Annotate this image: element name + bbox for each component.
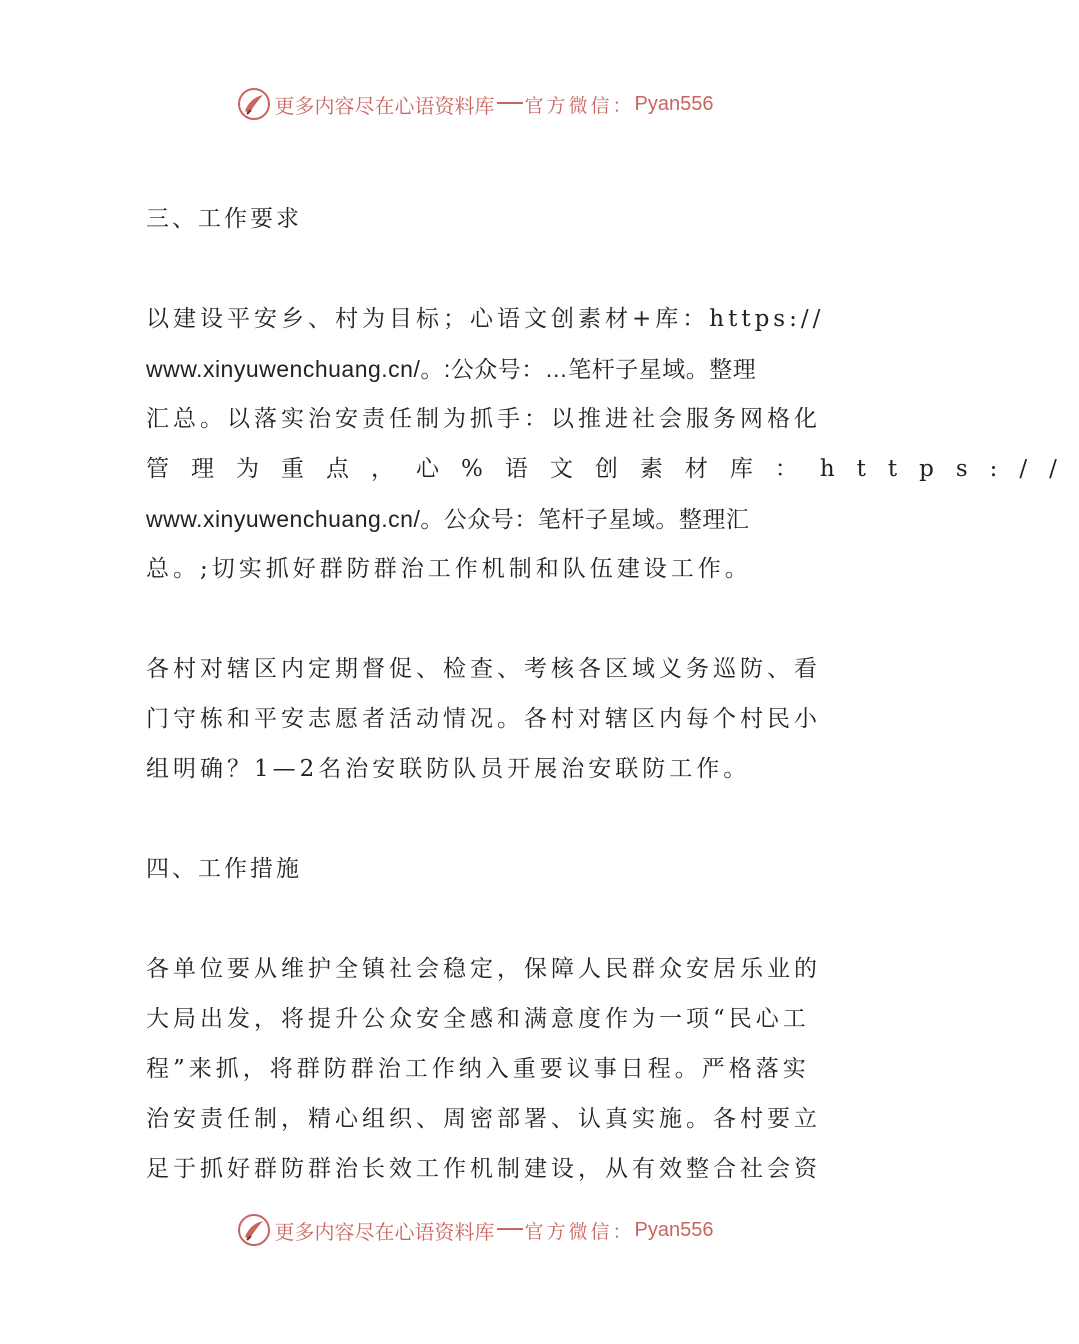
section-heading-measures: 四、工作措施 [146, 856, 302, 882]
paragraph-line: 各单位要从维护全镇社会稳定，保障人民群众安居乐业的 [146, 956, 821, 982]
paragraph-line: 足于抓好群防群治长效工作机制建设，从有效整合社会资 [146, 1156, 821, 1182]
paragraph-goals [146, 294, 1079, 594]
paragraph-village-patrol [146, 644, 821, 794]
paragraph-line: 程”来抓，将群防群治工作纳入重要议事日程。严格落实 [146, 1056, 810, 1082]
watermark-handle: Pyan556 [634, 92, 714, 115]
paragraph-line: 治安责任制，精心组织、周密部署、认真实施。各村要立 [146, 1106, 821, 1132]
watermark-dash [497, 102, 523, 104]
paragraph-line: www.xinyuwenchuang.cn/。公众号：笔杆子星域。整理汇 [146, 506, 750, 532]
paragraph-line: 门守栋和平安志愿者活动情况。各村对辖区内每个村民小 [146, 706, 821, 732]
watermark-handle: Pyan556 [634, 1218, 714, 1241]
paragraph-line: 以建设平安乡、村为目标；心语文创素材+库：https:// [146, 306, 825, 332]
watermark-brand: 更多内容尽在心语资料库 [274, 1219, 495, 1244]
paragraph-line: www.xinyuwenchuang.cn/。:公众号：…笔杆子星域。整理 [146, 356, 757, 382]
paragraph-line: 管理为重点，心%语文创素材库：https:// [146, 456, 1079, 482]
paragraph-line: 组明确？1—2名治安联防队员开展治安联防工作。 [146, 756, 751, 782]
section-heading-requirements: 三、工作要求 [146, 206, 302, 232]
paragraph-line: 各村对辖区内定期督促、检查、考核各区域义务巡防、看 [146, 656, 821, 682]
pen-logo-icon [237, 1213, 271, 1247]
watermark-wechat-label: 官方微信： [524, 94, 635, 117]
paragraph-measures [146, 944, 821, 1194]
pen-logo-icon [237, 87, 271, 121]
footer-watermark [0, 1208, 950, 1252]
paragraph-line: 总。;切实抓好群防群治工作机制和队伍建设工作。 [146, 556, 752, 582]
header-watermark [0, 82, 950, 126]
watermark-brand: 更多内容尽在心语资料库 [274, 93, 495, 118]
paragraph-line: 大局出发，将提升公众安全感和满意度作为一项“民心工 [146, 1006, 810, 1032]
watermark-dash [497, 1228, 523, 1230]
document-body [146, 194, 1079, 1194]
paragraph-line: 汇总。以落实治安责任制为抓手：以推进社会服务网格化 [146, 406, 821, 432]
watermark-wechat-label: 官方微信： [524, 1220, 635, 1243]
